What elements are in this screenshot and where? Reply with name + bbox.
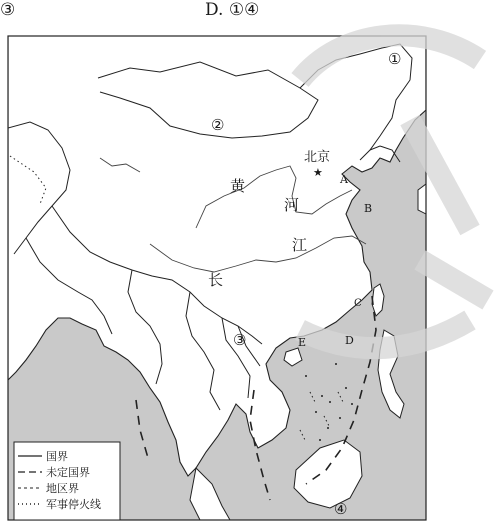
legend-label-2: 未定国界 [46,466,90,479]
label-point-d: D [345,334,354,347]
island-dot [335,363,337,365]
label-point-a: A [340,173,348,186]
legend-label-1: 国界 [46,450,68,463]
label-region-3: ③ [233,331,247,349]
capital-star-icon: ★ [313,166,323,179]
label-beijing: 北京 [304,150,331,165]
island-dot [339,417,341,419]
label-region-1: ① [388,50,402,68]
label-region-2: ② [211,116,225,134]
label-yangtze-2: 江 [292,236,308,254]
island-dot [351,403,353,405]
label-yangtze-1: 长 [208,271,224,289]
label-point-c: C [354,298,362,309]
map-legend [14,442,120,520]
legend-label-3: 地区界 [46,482,79,495]
label-yellow-river-2: 河 [284,196,300,214]
header-option-d: D. ①④ [205,0,260,20]
island-dot [321,395,323,397]
island-dot [345,387,347,389]
kyushu-island [418,184,426,214]
legend-label-4: 军事停火线 [46,498,101,511]
island-dot [319,439,321,441]
island-dot [315,411,317,413]
island-dot [305,375,307,377]
header-option-3: ③ [0,0,16,20]
watermark-stroke-2 [420,260,488,300]
label-point-e: E [298,336,307,349]
label-yellow-river-1: 黄 [230,177,246,195]
label-point-b: B [364,202,373,215]
island-dot [329,401,331,403]
island-dot [327,427,329,429]
label-region-4: ④ [334,500,348,518]
